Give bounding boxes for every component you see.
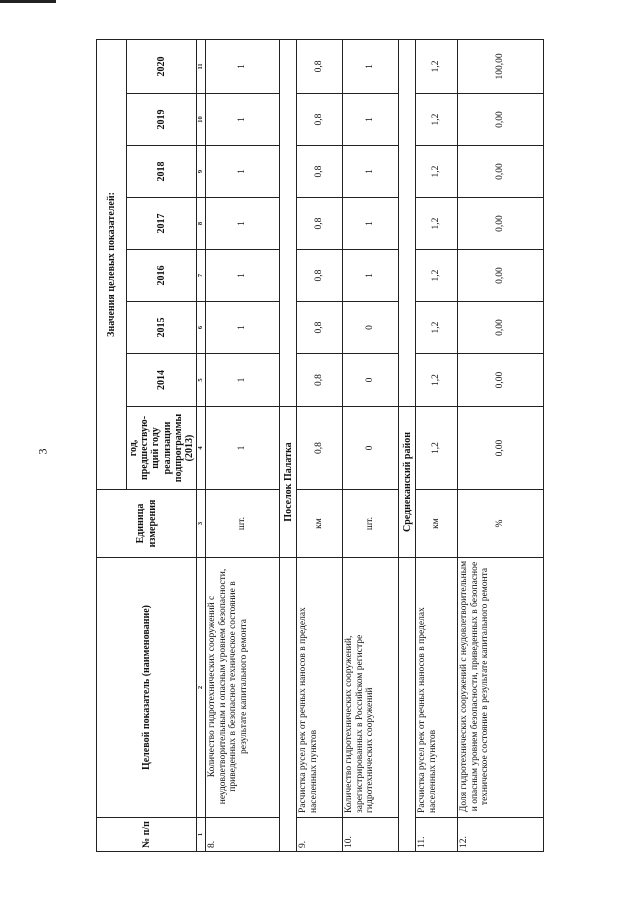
column-number: 7: [197, 250, 206, 302]
column-number: 4: [197, 407, 206, 490]
value-cell: 1,2: [416, 407, 458, 490]
value-cell: 1,2: [416, 354, 458, 407]
column-number: 10: [197, 94, 206, 146]
value-cell: 1: [343, 146, 399, 198]
header-year: 2020: [127, 39, 197, 93]
unit-cell: км: [297, 490, 343, 558]
value-cell: 1,2: [416, 198, 458, 250]
value-cell: 0,8: [297, 354, 343, 407]
value-cell: 1: [343, 250, 399, 302]
indicator-name: Доля гидротехнических сооружений с неудовлетворительным и опасным уровнем безопасности, приведенных в безопасное техническое состояние в результате капитального ремонта: [458, 558, 544, 818]
rotated-table-container: [96, 40, 534, 852]
value-cell: 0: [343, 407, 399, 490]
column-number: 2: [197, 558, 206, 818]
row-number: 9.: [297, 818, 343, 852]
value-cell: 0,00: [458, 250, 544, 302]
column-number: 1: [197, 818, 206, 852]
value-cell: 1: [206, 302, 280, 354]
value-cell: 0,00: [458, 94, 544, 146]
header-values-group: Значения целевых показателей:: [97, 39, 127, 489]
indicators-table: [96, 39, 544, 852]
header-year: 2015: [127, 302, 197, 354]
unit-cell: шт.: [206, 490, 280, 558]
table-row: [206, 39, 280, 851]
value-cell: 0: [343, 302, 399, 354]
unit-cell: шт.: [343, 490, 399, 558]
section-title: Поселок Палатка: [280, 407, 297, 558]
page-number: 3: [35, 448, 50, 455]
value-cell: 1: [343, 39, 399, 93]
column-number: 9: [197, 146, 206, 198]
header-year: 2016: [127, 250, 197, 302]
value-cell: 0,00: [458, 407, 544, 490]
value-cell: 1: [343, 198, 399, 250]
header-year: 2019: [127, 94, 197, 146]
header-unit: Единица измерения: [97, 490, 197, 558]
value-cell: 1,2: [416, 302, 458, 354]
header-year: 2014: [127, 354, 197, 407]
indicator-name: Расчистка русел рек от речных наносов в пределах населенных пунктов: [416, 558, 458, 818]
value-cell: 1,2: [416, 146, 458, 198]
indicator-name: Количество гидротехнических сооружений с неудовлетворительным и опасным уровнем безопасности, приведенных в безопасное техническое состояние в результате капитального ремонта: [206, 558, 280, 818]
scan-edge-mark: [0, 0, 56, 3]
column-number: 6: [197, 302, 206, 354]
header-indicator: Целевой показатель (наименование): [97, 558, 197, 818]
row-number: 12.: [458, 818, 544, 852]
row-number: 10.: [343, 818, 399, 852]
column-number: 8: [197, 198, 206, 250]
value-cell: 0,8: [297, 407, 343, 490]
value-cell: 1: [206, 146, 280, 198]
table-row: [458, 39, 544, 851]
column-number: 3: [197, 490, 206, 558]
header-year: 2017: [127, 198, 197, 250]
value-cell: 0,00: [458, 146, 544, 198]
value-cell: 0,8: [297, 146, 343, 198]
column-number: 5: [197, 354, 206, 407]
table-row: [297, 39, 343, 851]
column-number-row: [197, 39, 206, 851]
section-row: [280, 39, 297, 851]
value-cell: 0,8: [297, 39, 343, 93]
indicator-name: Расчистка русел рек от речных наносов в пределах населенных пунктов: [297, 558, 343, 818]
value-cell: 1,2: [416, 39, 458, 93]
value-cell: 1,2: [416, 94, 458, 146]
value-cell: 1: [206, 354, 280, 407]
value-cell: 1,2: [416, 250, 458, 302]
column-number: 11: [197, 39, 206, 93]
table-row: [343, 39, 399, 851]
value-cell: 1: [206, 198, 280, 250]
value-cell: 0,8: [297, 198, 343, 250]
unit-cell: %: [458, 490, 544, 558]
value-cell: 0,8: [297, 94, 343, 146]
value-cell: 1: [206, 250, 280, 302]
value-cell: 0,8: [297, 250, 343, 302]
header-year: 2018: [127, 146, 197, 198]
section-row: [399, 39, 416, 851]
section-title: Среднеканский район: [399, 407, 416, 558]
value-cell: 100,00: [458, 39, 544, 93]
table-row: [416, 39, 458, 851]
value-cell: 0: [343, 354, 399, 407]
value-cell: 0,00: [458, 354, 544, 407]
value-cell: 1: [206, 39, 280, 93]
value-cell: 1: [206, 94, 280, 146]
row-number: 8.: [206, 818, 280, 852]
value-cell: 0,00: [458, 302, 544, 354]
header-no: № п/п: [97, 818, 197, 852]
indicator-name: Количество гидротехнических сооружений, зарегистрированных в Российском регистре гидротехнических сооружений: [343, 558, 399, 818]
value-cell: 0,00: [458, 198, 544, 250]
header-base-year: год, предшествую-щий году реализации подпрограммы (2013): [127, 407, 197, 490]
value-cell: 0,8: [297, 302, 343, 354]
value-cell: 1: [343, 94, 399, 146]
value-cell: 1: [206, 407, 280, 490]
row-number: 11.: [416, 818, 458, 852]
unit-cell: км: [416, 490, 458, 558]
